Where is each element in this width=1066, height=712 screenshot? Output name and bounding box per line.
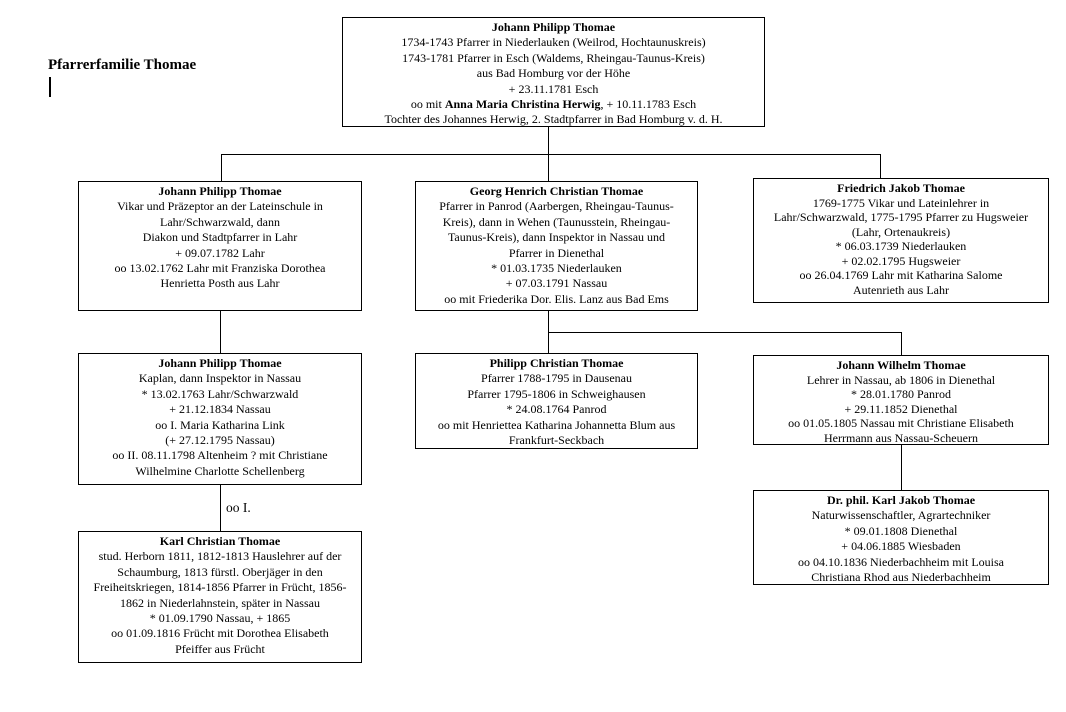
detail-line: Pfeiffer aus Frücht (175, 641, 265, 656)
person-box-johann-wilhelm-thomae (753, 355, 1049, 445)
person-details (79, 371, 361, 479)
detail-line: + 23.11.1781 Esch (508, 81, 599, 96)
detail-line: Schaumburg, 1813 fürstl. Oberjäger in den (117, 564, 323, 579)
detail-line: oo 13.02.1762 Lahr mit Franziska Dorothea (114, 261, 326, 276)
detail-line: Naturwissenschaftler, Agrartechniker (811, 508, 991, 523)
connector-johann-wilhelm-karl-jakob (901, 445, 902, 490)
person-box-johann-philipp-thomae-senior (342, 17, 765, 127)
person-box-johann-philipp-thomae-nassau (78, 353, 362, 485)
detail-line: oo 01.09.1816 Frücht mit Dorothea Elisabeth (111, 626, 329, 641)
detail-line: Christiana Rhod aus Niederbachheim (811, 570, 991, 585)
detail-line: Lahr/Schwarzwald, dann (160, 214, 280, 229)
connector-gen3-rail (548, 332, 901, 333)
detail-line: Lahr/Schwarzwald, 1775-1795 Pfarrer zu Hugsweier (773, 210, 1029, 224)
connector-drop-middle (548, 154, 549, 181)
detail-line: + 09.07.1782 Lahr (175, 245, 265, 260)
detail-line: Herrmann aus Nassau-Scheuern (824, 430, 978, 445)
detail-line: (Lahr, Ortenaukreis) (851, 224, 951, 239)
person-details (416, 199, 697, 307)
detail-line: oo 01.05.1805 Nassau mit Christiane Elisabeth (788, 416, 1014, 430)
marriage-label-first: oo I. (226, 500, 251, 515)
marriage-prefix: oo mit (410, 97, 445, 112)
connector-drop-right (880, 154, 881, 178)
detail-line: + 29.11.1852 Dienethal (844, 401, 958, 416)
connector-drop-left (221, 154, 222, 181)
person-details (343, 35, 764, 97)
detail-line: * 24.08.1764 Panrod (506, 402, 607, 417)
person-details (754, 373, 1048, 446)
connector-root-stem (548, 127, 549, 154)
person-name: Johann Philipp Thomae (158, 356, 282, 370)
detail-line: Kaplan, dann Inspektor in Nassau (138, 371, 302, 386)
detail-line: Frankfurt-Seckbach (508, 433, 605, 448)
connector-gen2-rail (221, 154, 880, 155)
detail-line: Kreis), dann in Wehen (Taunusstein, Rheingau- (442, 214, 671, 229)
marriage-line (343, 97, 764, 112)
detail-line: oo 26.04.1769 Lahr mit Katharina Salome (799, 268, 1003, 282)
page-title: Pfarrerfamilie Thomae (48, 57, 197, 73)
detail-line: Taunus-Kreis), dann Inspektor in Nassau und (447, 230, 666, 245)
person-details-after (343, 112, 764, 127)
person-name: Johann Wilhelm Thomae (836, 358, 966, 372)
detail-line: + 21.12.1834 Nassau (169, 402, 271, 417)
detail-line: Henrietta Posth aus Lahr (160, 276, 280, 291)
detail-line: oo mit Henriettea Katharina Johannetta Blum aus (437, 417, 676, 432)
person-name: Johann Philipp Thomae (491, 20, 616, 34)
detail-line: Pfarrer in Dienethal (508, 245, 605, 260)
person-box-karl-christian-thomae (78, 531, 362, 663)
detail-line: Autenrieth aus Lahr (853, 282, 949, 297)
person-name: Philipp Christian Thomae (489, 356, 624, 370)
detail-line: + 04.06.1885 Wiesbaden (841, 539, 961, 554)
detail-line: Pfarrer 1795-1806 in Schweighausen (467, 386, 646, 401)
person-box-philipp-christian-thomae (415, 353, 698, 449)
detail-line: + 07.03.1791 Nassau (505, 276, 608, 291)
marriage-suffix: , + 10.11.1783 Esch (600, 97, 697, 112)
detail-line: Diakon und Stadtpfarrer in Lahr (142, 230, 298, 245)
person-box-georg-henrich-christian-thomae (415, 181, 698, 311)
detail-line: + 02.02.1795 Hugsweier (841, 253, 961, 268)
detail-line: Pfarrer in Panrod (Aarbergen, Rheingau-Taunus- (439, 199, 674, 214)
person-name: Johann Philipp Thomae (158, 184, 282, 198)
connector-first-marriage-karl-christian (220, 485, 221, 531)
person-name: Karl Christian Thomae (159, 534, 281, 548)
connector-left-gen2-gen3 (220, 311, 221, 353)
person-name: Dr. phil. Karl Jakob Thomae (826, 493, 976, 507)
detail-line: * 28.01.1780 Panrod (851, 387, 951, 401)
detail-line: * 06.03.1739 Niederlauken (835, 239, 967, 253)
detail-line: 1743-1781 Pfarrer in Esch (Waldems, Rheingau-Taunus-Kreis) (402, 50, 705, 65)
person-name: Georg Henrich Christian Thomae (469, 184, 644, 198)
detail-line: 1862 in Niederlahnstein, später in Nassau (120, 595, 320, 610)
person-box-karl-jakob-thomae (753, 490, 1049, 585)
person-box-johann-philipp-thomae-lahr (78, 181, 362, 311)
detail-line: Pfarrer 1788-1795 in Dausenau (481, 371, 632, 386)
detail-line: oo mit Friederika Dor. Elis. Lanz aus Bad Ems (444, 291, 669, 306)
detail-line: aus Bad Homburg vor der Höhe (476, 66, 631, 81)
spouse-name: Anna Maria Christina Herwig (444, 97, 601, 112)
connector-drop-johann-wilhelm (901, 332, 902, 355)
detail-line: 1734-1743 Pfarrer in Niederlauken (Weilrod, Hochtaunuskreis) (401, 35, 706, 50)
detail-line: * 13.02.1763 Lahr/Schwarzwald (141, 386, 299, 401)
detail-line: stud. Herborn 1811, 1812-1813 Hauslehrer auf der (98, 549, 342, 564)
person-details (79, 549, 361, 657)
person-details (79, 199, 361, 291)
detail-line: 1769-1775 Vikar und Lateinlehrer in (812, 195, 990, 210)
detail-line: Vikar und Präzeptor an der Lateinschule in (117, 199, 323, 214)
detail-line: Tochter des Johannes Herwig, 2. Stadtpfarrer in Bad Homburg v. d. H. (384, 112, 723, 127)
detail-line: oo I. Maria Katharina Link (155, 417, 285, 432)
person-box-friedrich-jakob-thomae (753, 178, 1049, 303)
detail-line: * 01.03.1735 Niederlauken (491, 261, 622, 276)
detail-line: * 09.01.1808 Dienethal (844, 523, 958, 538)
detail-line: * 01.09.1790 Nassau, + 1865 (149, 611, 291, 626)
detail-line: Wilhelmine Charlotte Schellenberg (135, 463, 305, 478)
person-details (416, 371, 697, 448)
person-details (754, 196, 1048, 298)
text-cursor (49, 77, 51, 97)
person-name: Friedrich Jakob Thomae (837, 181, 965, 195)
detail-line: oo II. 08.11.1798 Altenheim ? mit Christiane (112, 448, 328, 463)
detail-line: (+ 27.12.1795 Nassau) (165, 433, 275, 448)
detail-line: Freiheitskriegen, 1814-1856 Pfarrer in Frücht, 1856- (93, 580, 347, 595)
detail-line: oo 04.10.1836 Niederbachheim mit Louisa (798, 554, 1004, 569)
person-details (754, 508, 1048, 585)
detail-line: Lehrer in Nassau, ab 1806 in Dienethal (806, 372, 996, 387)
